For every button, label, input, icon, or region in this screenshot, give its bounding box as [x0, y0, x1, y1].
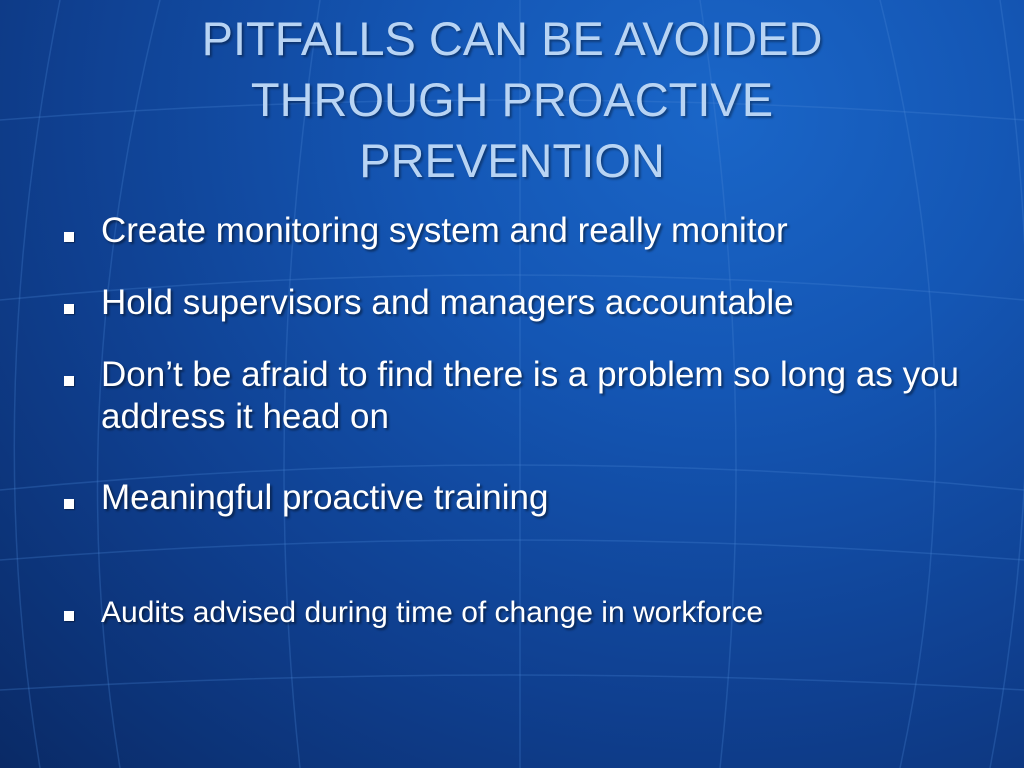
slide-title-line: PITFALLS CAN BE AVOIDED	[201, 12, 823, 65]
square-bullet-icon	[64, 304, 74, 314]
slide-title	[60, 8, 964, 191]
bullet-text: Don’t be afraid to find there is a problem so long as you address it head on	[101, 355, 959, 436]
square-bullet-icon	[64, 611, 74, 621]
bullet-text: Meaningful proactive training	[101, 478, 549, 517]
square-bullet-icon	[64, 376, 74, 386]
bullet-text: Hold supervisors and managers accountable	[101, 283, 794, 322]
slide-title-line: PREVENTION	[359, 134, 665, 187]
bullet-text: Audits advised during time of change in workforce	[101, 596, 764, 629]
slide-title-line: THROUGH PROACTIVE	[250, 73, 774, 126]
square-bullet-icon	[64, 232, 74, 242]
square-bullet-icon	[64, 499, 74, 509]
bullet-text: Create monitoring system and really monitor	[101, 211, 788, 250]
